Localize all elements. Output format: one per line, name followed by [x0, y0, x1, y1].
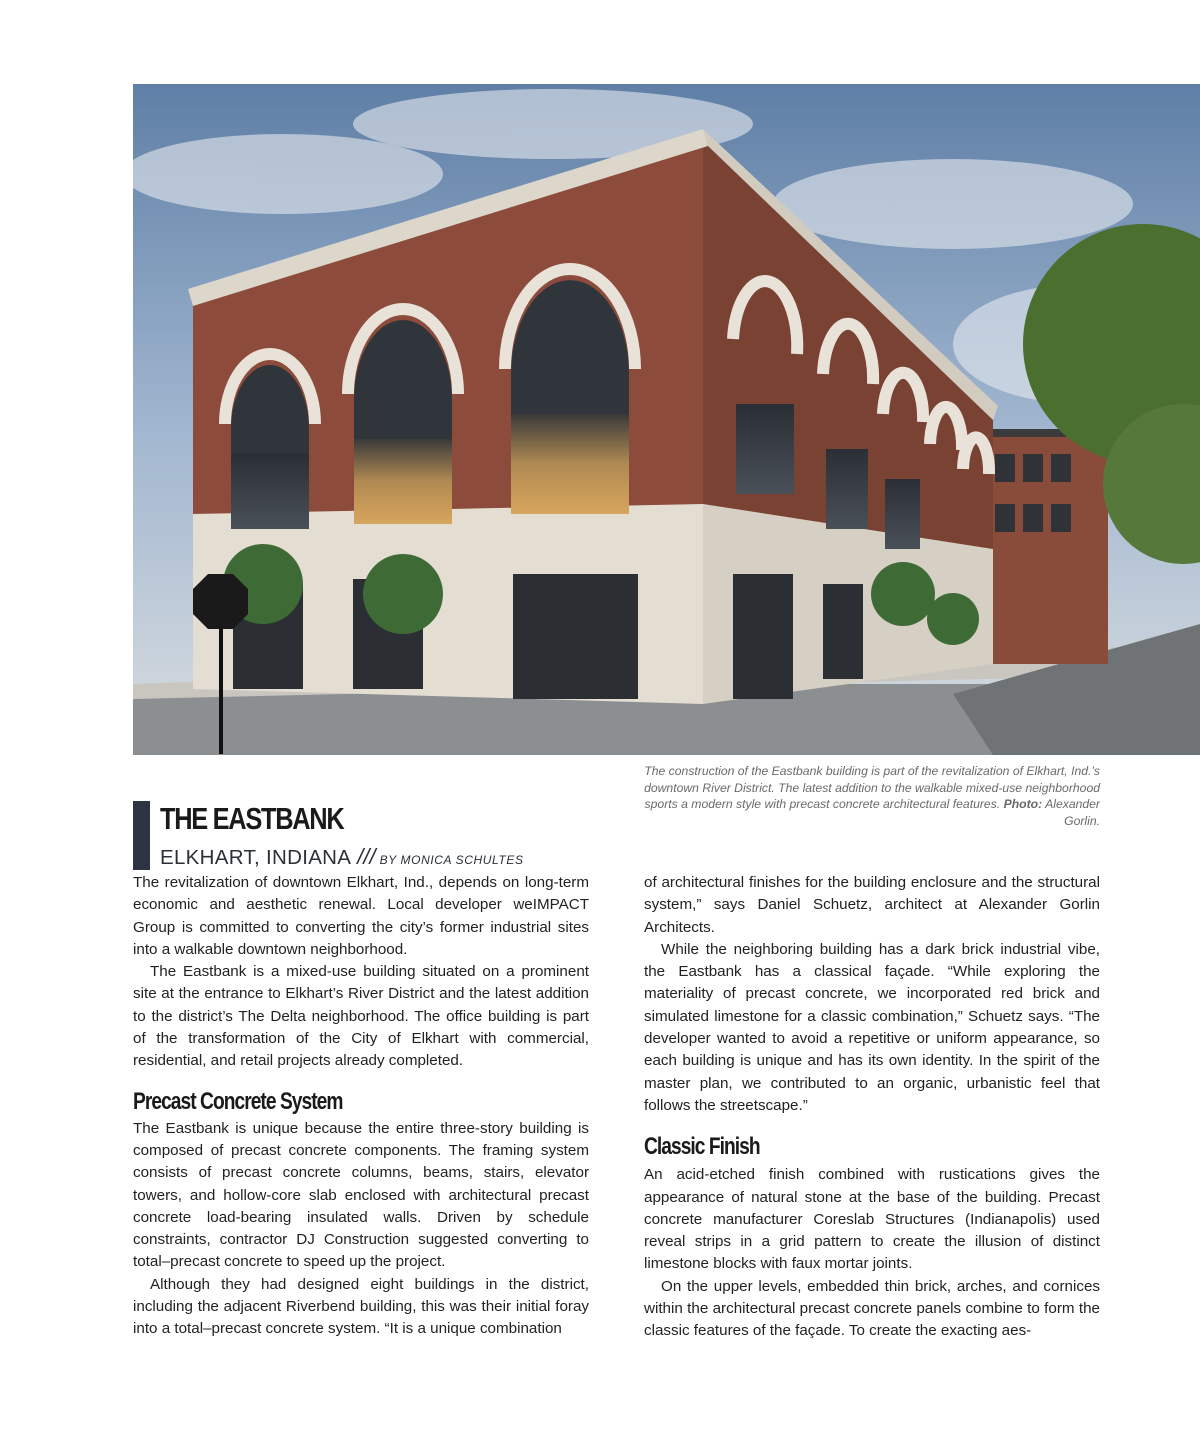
- left-column: [133, 872, 589, 1341]
- paragraph: While the neighboring building has a dark brick industrial vibe, the Eastbank has a classical façade. “While exploring the materiality of precast concrete, we incorporated red brick and simulated limestone for a classic combination,” Schuetz says. “The developer wanted to avoid a repetitive or uniform appearance, so each building is unique and has its own identity. In the spirit of the master plan, we contributed to an organic, urbanistic feel that follows the streetscape.”: [644, 940, 1100, 1114]
- right-column: [644, 872, 1100, 1343]
- paragraph: The Eastbank is unique because the entire three-story building is composed of precast concrete components. The framing system consists of precast concrete columns, beams, stairs, elevator towers, and hollow-core slab enclosed with architectural precast concrete load-bearing insulated walls. Driven by schedule constraints, contractor DJ Construction suggested converting to total–precast concrete to speed up the project.: [133, 1119, 589, 1271]
- photo-caption: [640, 763, 1100, 829]
- separator: ///: [357, 844, 376, 869]
- building-photo: [133, 84, 1200, 755]
- section-heading: Classic Finish: [644, 1133, 760, 1161]
- byline: BY MONICA SCHULTES: [379, 853, 524, 867]
- subtitle-row: [160, 844, 524, 870]
- paragraph: Although they had designed eight buildings in the district, including the adjacent Riverbend building, this was their initial foray into a total–precast concrete system. “It is a unique combination: [133, 1275, 589, 1338]
- photo-credit-label: Photo:: [1003, 797, 1043, 812]
- paragraph: An acid-etched finish combined with rustications gives the appearance of natural stone at the base of the building. Precast concrete manufacturer Coreslab Structures (Indianapolis) used reveal strips in a grid pattern to create the illusion of distinct limestone blocks with faux mortar joints.: [644, 1166, 1100, 1273]
- building-illustration: [133, 84, 1200, 755]
- paragraph: of architectural finishes for the building enclosure and the structural system,” says Daniel Schuetz, architect at Alexander Gorlin Architects.: [644, 874, 1100, 936]
- paragraph: On the upper levels, embedded thin brick, arches, and cornices within the architectural precast concrete panels combine to form the classic features of the façade. To create the exacting aes-: [644, 1277, 1100, 1340]
- photo-credit-name: Alexander Gorlin.: [1045, 797, 1100, 828]
- paragraph: The revitalization of downtown Elkhart, Ind., depends on long-term economic and aesthetic renewal. Local developer weIMPACT Group is committed to converting the city’s former industrial sites into a walkable downtown neighborhood.: [133, 874, 589, 958]
- section-heading: Precast Concrete System: [133, 1087, 343, 1115]
- caption-text: The construction of the Eastbank building is part of the revitalization of Elkhart, Ind.’s downtown River District. The latest addition to the walkable mixed-use neighborhood sports a modern style with precast concrete architectural features.: [644, 764, 1100, 812]
- paragraph: The Eastbank is a mixed-use building situated on a prominent site at the entrance to Elkhart’s River District and the latest addition to the district’s The Delta neighborhood. The office building is part of the transformation of the City of Elkhart with commercial, residential, and retail projects already completed.: [133, 963, 589, 1070]
- article-title: THE EASTBANK: [160, 801, 344, 836]
- title-accent-bar: [133, 801, 150, 870]
- location: ELKHART, INDIANA: [160, 846, 352, 869]
